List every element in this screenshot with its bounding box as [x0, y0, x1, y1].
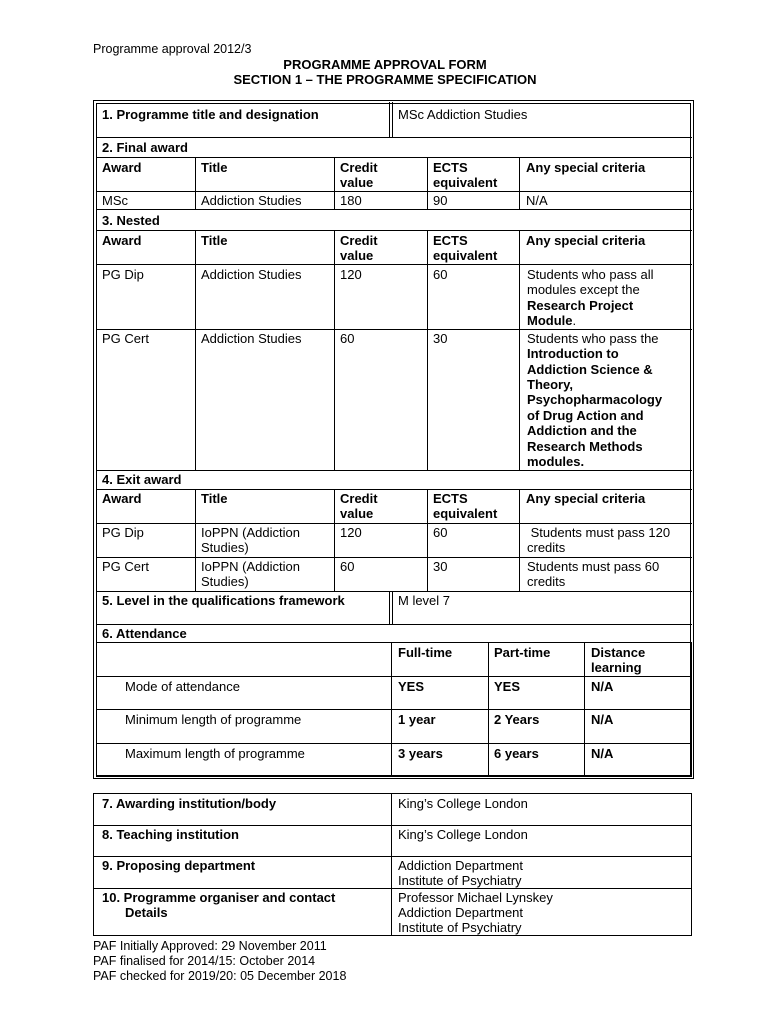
nested-criteria-1: Students who pass all: [527, 267, 654, 282]
section-4-label: 4. Exit award: [102, 472, 182, 487]
divider: [334, 230, 335, 470]
level-value: M level 7: [398, 593, 451, 608]
divider: [195, 489, 196, 591]
section-10-label-2: Details: [125, 905, 168, 920]
divider: [334, 489, 335, 591]
section-7-label: 7. Awarding institution/body: [102, 796, 277, 811]
col-ects: ECTS: [433, 233, 468, 248]
col-credit-2: value: [340, 248, 374, 263]
final-title: Addiction Studies: [201, 193, 302, 208]
section-9-label: 9. Proposing department: [102, 858, 256, 873]
divider: [392, 102, 393, 137]
col-award: Award: [102, 160, 142, 175]
section-6-label: 6. Attendance: [102, 626, 187, 641]
attendance-dl: N/A: [591, 712, 614, 727]
col-ects-2: equivalent: [433, 175, 498, 190]
attendance-ft: YES: [398, 679, 425, 694]
col-credit-2: value: [340, 175, 374, 190]
divider: [96, 329, 692, 330]
divider: [93, 825, 692, 826]
divider: [96, 137, 692, 138]
attendance-row-label: Maximum length of programme: [125, 746, 305, 761]
col-part-time: Part-time: [494, 645, 551, 660]
col-criteria: Any special criteria: [526, 233, 646, 248]
divider: [96, 191, 692, 192]
footer-note: PAF Initially Approved: 29 November 2011: [93, 939, 327, 953]
nested-criteria-1-bold: Research Project: [527, 298, 634, 313]
department-value-2: Institute of Psychiatry: [398, 873, 522, 888]
exit-criteria-2: Students must pass 60: [527, 559, 660, 574]
divider: [96, 676, 692, 677]
attendance-ft: 1 year: [398, 712, 436, 727]
divider: [427, 230, 428, 470]
col-criteria: Any special criteria: [526, 160, 646, 175]
attendance-pt: 2 Years: [494, 712, 540, 727]
divider: [96, 264, 692, 265]
divider: [96, 157, 692, 158]
final-award: MSc: [102, 193, 128, 208]
teaching-institution-value: King’s College London: [398, 827, 528, 842]
section-3-label: 3. Nested: [102, 213, 160, 228]
section-2-label: 2. Final award: [102, 140, 188, 155]
attendance-dl: N/A: [591, 679, 614, 694]
final-ects: 90: [433, 193, 448, 208]
attendance-pt: 6 years: [494, 746, 539, 761]
nested-criteria-2-bold: Theory,: [527, 377, 573, 392]
divider: [96, 591, 692, 592]
footer-note: PAF checked for 2019/20: 05 December 2018: [93, 969, 347, 983]
organiser-institute: Institute of Psychiatry: [398, 920, 522, 935]
nested-criteria-2-bold: Psychopharmacology: [527, 392, 663, 407]
divider: [96, 209, 692, 210]
exit-title-2-2: Studies): [201, 574, 249, 589]
attendance-pt: YES: [494, 679, 521, 694]
divider: [488, 642, 489, 777]
attendance-row-label: Mode of attendance: [125, 679, 240, 694]
divider: [392, 591, 393, 624]
nested-ects-2: 30: [433, 331, 448, 346]
divider: [389, 102, 390, 137]
divider: [96, 470, 692, 471]
nested-award-2: PG Cert: [102, 331, 149, 346]
section-10-label: 10. Programme organiser and contact: [102, 890, 336, 905]
col-full-time: Full-time: [398, 645, 453, 660]
section-8-label: 8. Teaching institution: [102, 827, 239, 842]
col-ects-2: equivalent: [433, 248, 498, 263]
exit-ects-1: 60: [433, 525, 448, 540]
nested-criteria-2-bold: modules.: [527, 454, 585, 469]
nested-title-1: Addiction Studies: [201, 267, 302, 282]
exit-award-1: PG Dip: [102, 525, 144, 540]
exit-credit-1: 120: [340, 525, 362, 540]
col-award: Award: [102, 233, 142, 248]
nested-criteria-1: modules except the: [527, 282, 640, 297]
nested-criteria-1-bold: Module.: [527, 313, 577, 328]
final-criteria: N/A: [526, 193, 548, 208]
running-header: Programme approval 2012/3: [93, 42, 252, 56]
divider: [334, 157, 335, 209]
divider: [584, 642, 585, 777]
footer-note: PAF finalised for 2014/15: October 2014: [93, 954, 316, 968]
col-credit: Credit: [340, 160, 378, 175]
divider: [96, 230, 692, 231]
attendance-ft: 3 years: [398, 746, 443, 761]
exit-credit-2: 60: [340, 559, 355, 574]
col-credit-2: value: [340, 506, 374, 521]
section-title: SECTION 1 – THE PROGRAMME SPECIFICATION: [233, 72, 537, 87]
awarding-body-value: King’s College London: [398, 796, 528, 811]
nested-ects-1: 60: [433, 267, 448, 282]
exit-ects-2: 30: [433, 559, 448, 574]
nested-credit-1: 120: [340, 267, 362, 282]
nested-criteria-2-bold: of Drug Action and: [527, 408, 644, 423]
divider: [427, 157, 428, 209]
col-credit: Credit: [340, 491, 378, 506]
nested-title-2: Addiction Studies: [201, 331, 302, 346]
divider: [389, 591, 390, 624]
exit-title-1: IoPPN (Addiction: [201, 525, 300, 540]
nested-criteria-2-bold: Introduction to: [527, 346, 619, 361]
programme-title-value: MSc Addiction Studies: [398, 107, 528, 122]
form-title: PROGRAMME APPROVAL FORM: [283, 57, 487, 72]
col-ects: ECTS: [433, 160, 468, 175]
exit-award-2: PG Cert: [102, 559, 149, 574]
divider: [391, 793, 392, 936]
col-credit: Credit: [340, 233, 378, 248]
nested-award-1: PG Dip: [102, 267, 144, 282]
nested-criteria-2: Students who pass the: [527, 331, 659, 346]
nested-criteria-2-bold: Research Methods: [527, 439, 643, 454]
exit-criteria-2-2: credits: [527, 574, 566, 589]
divider: [93, 888, 692, 889]
col-ects: ECTS: [433, 491, 468, 506]
exit-title-2: IoPPN (Addiction: [201, 559, 300, 574]
col-criteria: Any special criteria: [526, 491, 646, 506]
divider: [96, 557, 692, 558]
nested-criteria-2-bold: Addiction Science &: [527, 362, 653, 377]
nested-criteria-2-bold: Addiction and the: [527, 423, 637, 438]
divider: [96, 523, 692, 524]
nested-credit-2: 60: [340, 331, 355, 346]
divider: [96, 624, 692, 625]
section-1-label: 1. Programme title and designation: [102, 107, 319, 122]
section-5-label: 5. Level in the qualifications framework: [102, 593, 345, 608]
col-title: Title: [201, 491, 228, 506]
exit-criteria-1: Students must pass 120: [527, 525, 671, 540]
divider: [427, 489, 428, 591]
organiser-department: Addiction Department: [398, 905, 524, 920]
col-distance: Distance: [591, 645, 646, 660]
divider: [96, 743, 692, 744]
final-credit: 180: [340, 193, 362, 208]
divider: [519, 230, 520, 470]
divider: [519, 489, 520, 591]
col-ects-2: equivalent: [433, 506, 498, 521]
divider: [195, 230, 196, 470]
col-title: Title: [201, 233, 228, 248]
col-award: Award: [102, 491, 142, 506]
exit-criteria-1-2: credits: [527, 540, 566, 555]
attendance-row-label: Minimum length of programme: [125, 712, 302, 727]
department-value: Addiction Department: [398, 858, 524, 873]
divider: [519, 157, 520, 209]
divider: [93, 856, 692, 857]
divider: [96, 489, 692, 490]
divider: [391, 642, 392, 777]
col-distance-2: learning: [591, 660, 642, 675]
exit-title-1-2: Studies): [201, 540, 249, 555]
attendance-dl: N/A: [591, 746, 614, 761]
divider: [195, 157, 196, 209]
organiser-name: Professor Michael Lynskey: [398, 890, 553, 905]
col-title: Title: [201, 160, 228, 175]
divider: [96, 709, 692, 710]
